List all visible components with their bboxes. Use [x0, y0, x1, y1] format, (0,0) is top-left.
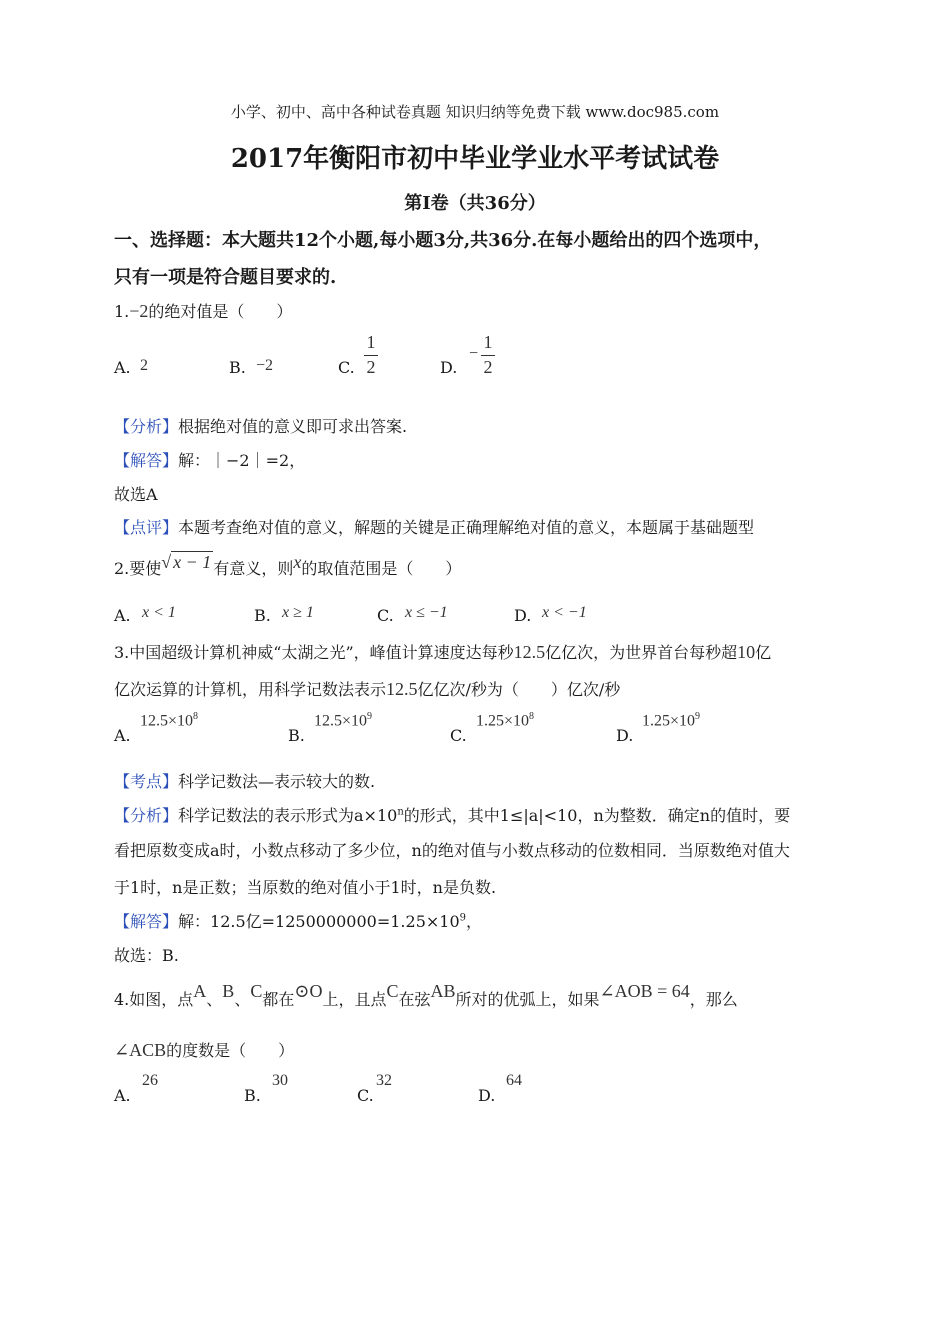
- q3-option-d-label: D.: [616, 726, 634, 745]
- section-heading-line2: 只有一项是符合题目要求的.: [114, 267, 337, 288]
- q3-option-c-value: [476, 711, 534, 730]
- part-title: 第Ⅰ卷（共36分）: [404, 193, 546, 214]
- q2-var: x: [293, 552, 302, 572]
- q3-b-exp: 9: [367, 711, 373, 722]
- q3-d-exp: 9: [695, 711, 701, 722]
- q1-option-c-numerator: 1: [366, 332, 376, 352]
- q1-expr: −2: [129, 301, 149, 321]
- q3-c-base: 1.25×10: [476, 712, 530, 730]
- q1-option-d-numerator: 1: [483, 332, 493, 352]
- q4-point-b: B: [222, 981, 235, 1001]
- q3-a-exp: 8: [193, 711, 199, 722]
- q1-option-d-fraction-bar: [481, 355, 495, 356]
- q3-analysis-line2: 看把原数变成a时，小数点移动了多少位，n的绝对值与小数点移动的位数相同．当原数绝对值大: [114, 841, 790, 860]
- q4-text: ，那么: [689, 990, 738, 1009]
- q4-text: 所对的优弧上，如果: [455, 990, 600, 1009]
- keypoint-text: 科学记数法—表示较大的数.: [178, 772, 376, 791]
- q4-option-a-label: A.: [114, 1086, 131, 1105]
- section-heading-line1: 一、选择题：本大题共12个小题,每小题3分,共36分.在每小题给出的四个选项中，: [114, 230, 772, 251]
- q3-b-base: 12.5×10: [314, 712, 368, 730]
- q4-text: 在弦: [398, 990, 431, 1009]
- q1-answer: [114, 448, 305, 471]
- q4-text: 、: [234, 990, 251, 1009]
- q2-stem-end: 的取值范围是（ ）: [301, 559, 462, 578]
- answer-tag: 【解答】: [114, 451, 179, 470]
- q1-comment: [114, 515, 754, 538]
- question-2: [114, 552, 462, 579]
- q3-option-a-value: [140, 711, 198, 730]
- q3-choose: 故选：B.: [114, 946, 179, 965]
- q3-option-b-value: [314, 711, 372, 730]
- q1-option-a-value: 2: [140, 357, 148, 374]
- q2-option-b-value: x ≥ 1: [282, 604, 314, 621]
- q4-option-d-label: D.: [478, 1086, 496, 1105]
- q1-option-b-value: −2: [256, 357, 274, 374]
- q4-text: 都在: [262, 990, 295, 1009]
- q3-option-c-label: C.: [450, 726, 467, 745]
- q4-point-a: A: [193, 981, 207, 1001]
- question-1: [114, 299, 292, 322]
- question-3-line1: [114, 640, 771, 663]
- q4-circle: ⊙O: [294, 981, 323, 1001]
- q1-option-c-label: C.: [338, 358, 355, 377]
- q1-analysis: [114, 414, 407, 437]
- q1-option-c-fraction-bar: [364, 355, 378, 356]
- q4-option-b-label: B.: [244, 1086, 261, 1105]
- q4-angle: ∠AOB = 64: [599, 981, 690, 1001]
- q1-number: 1.: [114, 302, 130, 321]
- q2-stem-mid: 有意义，则: [213, 559, 294, 578]
- answer-sup: 9: [459, 912, 467, 924]
- q2-option-c-label: C.: [377, 606, 394, 625]
- q4-option-a-value: 26: [142, 1072, 158, 1089]
- question-3-line2: [114, 677, 620, 700]
- q2-option-d-value: x < −1: [542, 604, 587, 621]
- q3-text: 亿亿次/秒为（ ）亿次/秒: [417, 680, 621, 699]
- q4-text: 、: [206, 990, 223, 1009]
- q3-c-exp: 8: [529, 711, 535, 722]
- q3-a-base: 12.5×10: [140, 712, 194, 730]
- analysis-text: 根据绝对值的意义即可求出答案.: [178, 417, 408, 436]
- answer-text: 解：12.5亿=1250000000=1.25×10: [178, 912, 460, 931]
- answer-tag: 【解答】: [114, 912, 179, 931]
- q2-option-c-value: x ≤ −1: [405, 604, 448, 621]
- q3-text: 亿亿次，为世界首台每秒超: [545, 643, 738, 662]
- q3-option-d-value: [642, 711, 700, 730]
- sqrt-icon: √: [161, 552, 172, 572]
- comment-text: 本题考查绝对值的意义，解题的关键是正确理解绝对值的意义，本题属于基础题型: [178, 518, 755, 537]
- q3-text: 亿: [755, 643, 772, 662]
- q3-option-a-label: A.: [114, 726, 131, 745]
- q3-num: 10: [737, 642, 756, 662]
- q4-option-c-value: 32: [376, 1072, 392, 1089]
- q3-analysis-line3: 于1时，n是正数；当原数的绝对值小于1时，n是负数.: [114, 878, 497, 897]
- q4-text: 4.如图，点: [114, 990, 194, 1009]
- q2-option-b-label: B.: [254, 606, 271, 625]
- q1-option-d-label: D.: [440, 358, 458, 377]
- q4-chord: AB: [430, 981, 456, 1001]
- answer-text: 解：｜−2｜=2，: [178, 451, 306, 470]
- q3-num: 12.5: [513, 642, 546, 662]
- q3-num: 12.5: [386, 679, 418, 699]
- page-title: 2017年衡阳市初中毕业学业水平考试试卷: [230, 144, 720, 174]
- q3-text: 亿次运算的计算机，用科学记数法表示: [114, 680, 387, 699]
- q4-option-b-value: 30: [272, 1072, 288, 1089]
- q1-option-d-sign: −: [469, 345, 479, 362]
- q2-stem-start: 2.要使: [114, 559, 162, 578]
- q4-text: 上，且点: [322, 990, 387, 1009]
- q3-d-base: 1.25×10: [642, 712, 696, 730]
- question-4-line1: [114, 981, 738, 1010]
- q1-option-b-label: B.: [229, 358, 246, 377]
- analysis-tag: 【分析】: [114, 806, 179, 825]
- analysis-text: 的形式，其中1≤|a|<10，n为整数．确定n的值时，要: [403, 806, 791, 825]
- q1-option-c-denominator: 2: [366, 357, 376, 377]
- analysis-text: 科学记数法的表示形式为a×10: [178, 806, 398, 825]
- q3-keypoint: [114, 769, 375, 792]
- q4-point-c: C: [250, 981, 263, 1001]
- q3-answer: [114, 909, 482, 932]
- q4-point-c: C: [386, 981, 399, 1001]
- keypoint-tag: 【考点】: [114, 772, 179, 791]
- analysis-sup: n: [397, 806, 404, 818]
- comment-tag: 【点评】: [114, 518, 179, 537]
- q2-radicand: x − 1: [173, 552, 212, 572]
- page-header: 小学、初中、高中各种试卷真题 知识归纳等免费下载 www.doc985.com: [230, 103, 720, 121]
- q2-option-d-label: D.: [514, 606, 532, 625]
- q2-option-a-label: A.: [114, 606, 131, 625]
- q3-analysis-line1: [114, 803, 790, 826]
- question-4-line2: [114, 1038, 294, 1061]
- analysis-tag: 【分析】: [114, 417, 179, 436]
- q4-angle-acb: ∠ACB: [114, 1040, 167, 1060]
- q4-text: 的度数是（ ）: [166, 1041, 295, 1060]
- answer-text: ，: [466, 912, 483, 931]
- q3-text: 3.中国超级计算机神威“太湖之光”，峰值计算速度达每秒: [114, 643, 514, 662]
- q3-option-b-label: B.: [288, 726, 305, 745]
- q1-stem: 的绝对值是（ ）: [148, 302, 293, 321]
- q2-option-a-value: x < 1: [142, 604, 176, 621]
- q4-option-c-label: C.: [357, 1086, 374, 1105]
- q4-option-d-value: 64: [506, 1072, 522, 1089]
- q1-option-a-label: A.: [114, 358, 131, 377]
- q1-choose: 故选A: [114, 485, 158, 504]
- q1-option-d-denominator: 2: [483, 357, 493, 377]
